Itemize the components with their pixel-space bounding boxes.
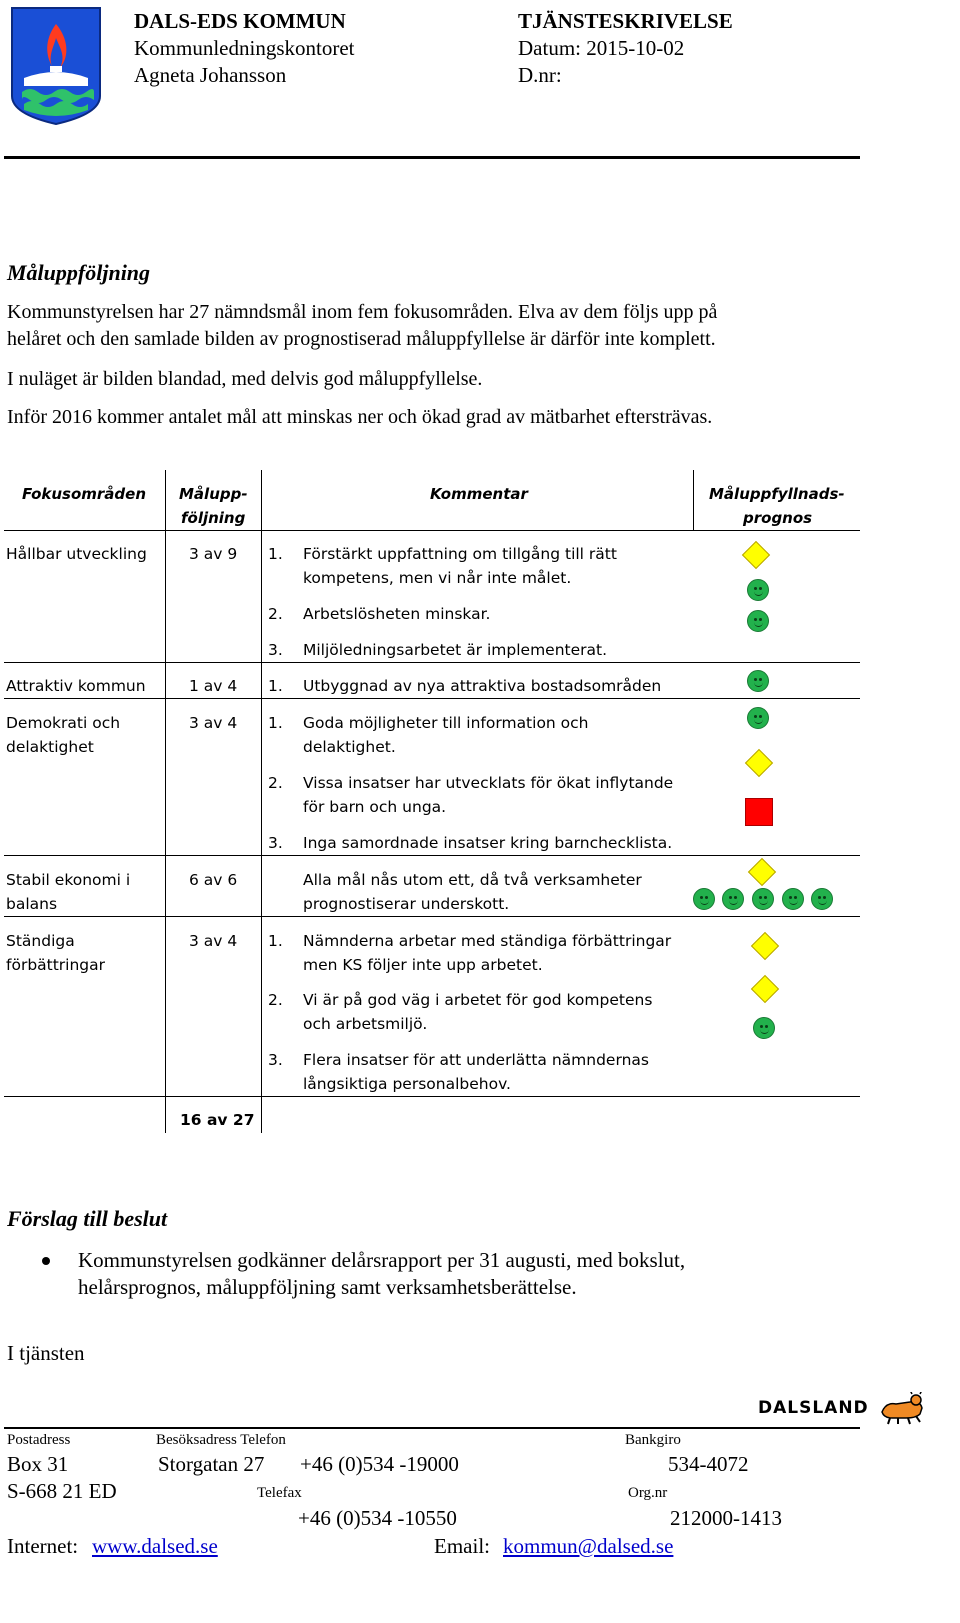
section-title-forslag: Förslag till beslut — [7, 1206, 168, 1231]
footer-besok-label: Besöksadress Telefon — [156, 1432, 286, 1448]
item-text: Inga samordnade insatser kring barnchecklista. — [303, 834, 673, 852]
row-score: 3 av 4 — [189, 932, 238, 950]
table-total: 16 av 27 — [180, 1111, 255, 1129]
website-link[interactable]: www.dalsed.se — [92, 1534, 218, 1558]
item-text: Förstärkt uppfattning om tillgång till rätt — [303, 545, 617, 563]
footer-bankgiro: 534-4072 — [668, 1452, 749, 1476]
footer-telefax-label: Telefax — [257, 1485, 302, 1501]
item-text: för barn och unga. — [303, 798, 447, 816]
green-smiley-icon — [722, 888, 744, 910]
item-text: och arbetsmiljö. — [303, 1015, 428, 1033]
table-hline-header — [4, 530, 860, 531]
header-maluppfoljning-1: Målupp- — [179, 485, 248, 503]
green-smiley-icon — [747, 707, 769, 729]
item-text: Vi är på god väg i arbetet för god kompetens — [303, 991, 653, 1009]
org-name: DALS-EDS KOMMUN — [134, 9, 346, 33]
row-area: balans — [6, 895, 58, 913]
document-date: Datum: 2015-10-02 — [518, 36, 685, 60]
header-divider — [4, 156, 860, 159]
table-hline-row3 — [4, 855, 860, 856]
item-text: Arbetslösheten minskar. — [303, 605, 491, 623]
row-score: 3 av 4 — [189, 714, 238, 732]
table-vline-1 — [165, 470, 166, 1133]
author: Agneta Johansson — [134, 63, 287, 87]
header-prognos-1: Måluppfyllnads- — [709, 485, 845, 503]
green-smiley-icon — [811, 888, 833, 910]
closing-text: I tjänsten — [7, 1341, 85, 1365]
footer-email-label: Email: — [434, 1534, 490, 1558]
yellow-diamond-icon — [742, 541, 770, 569]
table-hline-row5 — [4, 1096, 860, 1097]
item-text: Miljöledningsarbetet är implementerat. — [303, 641, 608, 659]
email-link[interactable]: kommun@dalsed.se — [503, 1534, 674, 1558]
item-text: Goda möjligheter till information och — [303, 714, 589, 732]
item-number: 1. — [268, 932, 283, 950]
yellow-diamond-icon — [745, 749, 773, 777]
decision-line2: helårsprognos, måluppföljning samt verksamhetsberättelse. — [78, 1275, 577, 1299]
item-number: 2. — [268, 605, 283, 623]
footer-postcode: S-668 21 ED — [7, 1479, 117, 1503]
municipality-logo — [10, 6, 102, 126]
item-text: Alla mål nås utom ett, då två verksamheter — [303, 871, 642, 889]
dalsland-logo — [758, 1392, 928, 1428]
item-text: men KS följer inte upp arbetet. — [303, 956, 543, 974]
table-hline-row2 — [4, 698, 860, 699]
footer-orgnr-label: Org.nr — [628, 1485, 668, 1501]
paragraph-intro-line2: helåret och den samlade bilden av prognostiserad måluppfyllelse är därför inte komplett. — [7, 328, 716, 350]
row-area: Ständiga — [6, 932, 75, 950]
header-prognos-2: prognos — [743, 509, 813, 527]
item-number: 3. — [268, 641, 283, 659]
bullet-icon — [42, 1257, 50, 1265]
item-number: 3. — [268, 834, 283, 852]
item-number: 1. — [268, 677, 283, 695]
footer-bankgiro-label: Bankgiro — [625, 1432, 681, 1448]
row-area: Stabil ekonomi i — [6, 871, 131, 889]
green-smiley-icon — [747, 670, 769, 692]
header-fokusomraden: Fokusområden — [22, 485, 147, 503]
diary-number: D.nr: — [518, 63, 562, 87]
footer-divider — [4, 1427, 860, 1429]
section-title-maluppfoljning: Måluppföljning — [7, 260, 151, 285]
row-score: 6 av 6 — [189, 871, 238, 889]
item-text: Flera insatser för att underlätta nämndernas — [303, 1051, 649, 1069]
item-text: långsiktiga personalbehov. — [303, 1075, 511, 1093]
item-number: 3. — [268, 1051, 283, 1069]
row-area: Hållbar utveckling — [6, 545, 147, 563]
row-score: 3 av 9 — [189, 545, 238, 563]
item-text: prognostiserar underskott. — [303, 895, 510, 913]
item-text: Vissa insatser har utvecklats för ökat inflytande — [303, 774, 674, 792]
footer-postadress-label: Postadress — [7, 1432, 71, 1448]
item-number: 1. — [268, 714, 283, 732]
green-smiley-icon — [782, 888, 804, 910]
header-kommentar: Kommentar — [430, 485, 528, 503]
yellow-diamond-icon — [748, 858, 776, 886]
item-number: 1. — [268, 545, 283, 563]
footer-box: Box 31 — [7, 1452, 69, 1476]
row-area: delaktighet — [6, 738, 94, 756]
yellow-diamond-icon — [751, 932, 779, 960]
table-hline-row1 — [4, 662, 860, 663]
green-smiley-icon — [747, 579, 769, 601]
header-maluppfoljning-2: följning — [181, 509, 246, 527]
item-text: kompetens, men vi når inte målet. — [303, 569, 572, 587]
table-vline-2 — [261, 470, 262, 1133]
row-area: Attraktiv kommun — [6, 677, 146, 695]
green-smiley-icon — [753, 1017, 775, 1039]
decision-line1: Kommunstyrelsen godkänner delårsrapport per 31 augusti, med bokslut, — [78, 1248, 686, 1272]
green-smiley-icon — [752, 888, 774, 910]
item-text: Utbyggnad av nya attraktiva bostadsområden — [303, 677, 662, 695]
department: Kommunledningskontoret — [134, 36, 355, 60]
red-square-icon — [745, 798, 773, 826]
dalsland-logo-text: DALSLAND — [758, 1398, 869, 1418]
document-type: TJÄNSTESKRIVELSE — [518, 9, 733, 33]
row-area: förbättringar — [6, 956, 106, 974]
footer-street: Storgatan 27 — [158, 1452, 265, 1476]
paragraph-2016: Inför 2016 kommer antalet mål att minskas ner och ökad grad av mätbarhet eftersträvas. — [7, 406, 713, 428]
table-vline-3 — [693, 470, 694, 530]
footer-phone: +46 (0)534 -19000 — [300, 1452, 459, 1476]
yellow-diamond-icon — [751, 975, 779, 1003]
item-text: Nämnderna arbetar med ständiga förbättringar — [303, 932, 672, 950]
paragraph-intro-line1: Kommunstyrelsen har 27 nämndsmål inom fem fokusområden. Elva av dem följs upp på — [7, 301, 718, 323]
row-area: Demokrati och — [6, 714, 121, 732]
paragraph-status: I nuläget är bilden blandad, med delvis god måluppfyllelse. — [7, 368, 483, 390]
row-score: 1 av 4 — [189, 677, 238, 695]
footer-internet-label: Internet: — [7, 1534, 79, 1558]
table-hline-row4 — [4, 916, 860, 917]
item-number: 2. — [268, 774, 283, 792]
footer-orgnr: 212000-1413 — [670, 1506, 782, 1530]
green-smiley-icon — [747, 610, 769, 632]
item-number: 2. — [268, 991, 283, 1009]
green-smiley-icon — [693, 888, 715, 910]
item-text: delaktighet. — [303, 738, 396, 756]
footer-fax: +46 (0)534 -10550 — [298, 1506, 457, 1530]
